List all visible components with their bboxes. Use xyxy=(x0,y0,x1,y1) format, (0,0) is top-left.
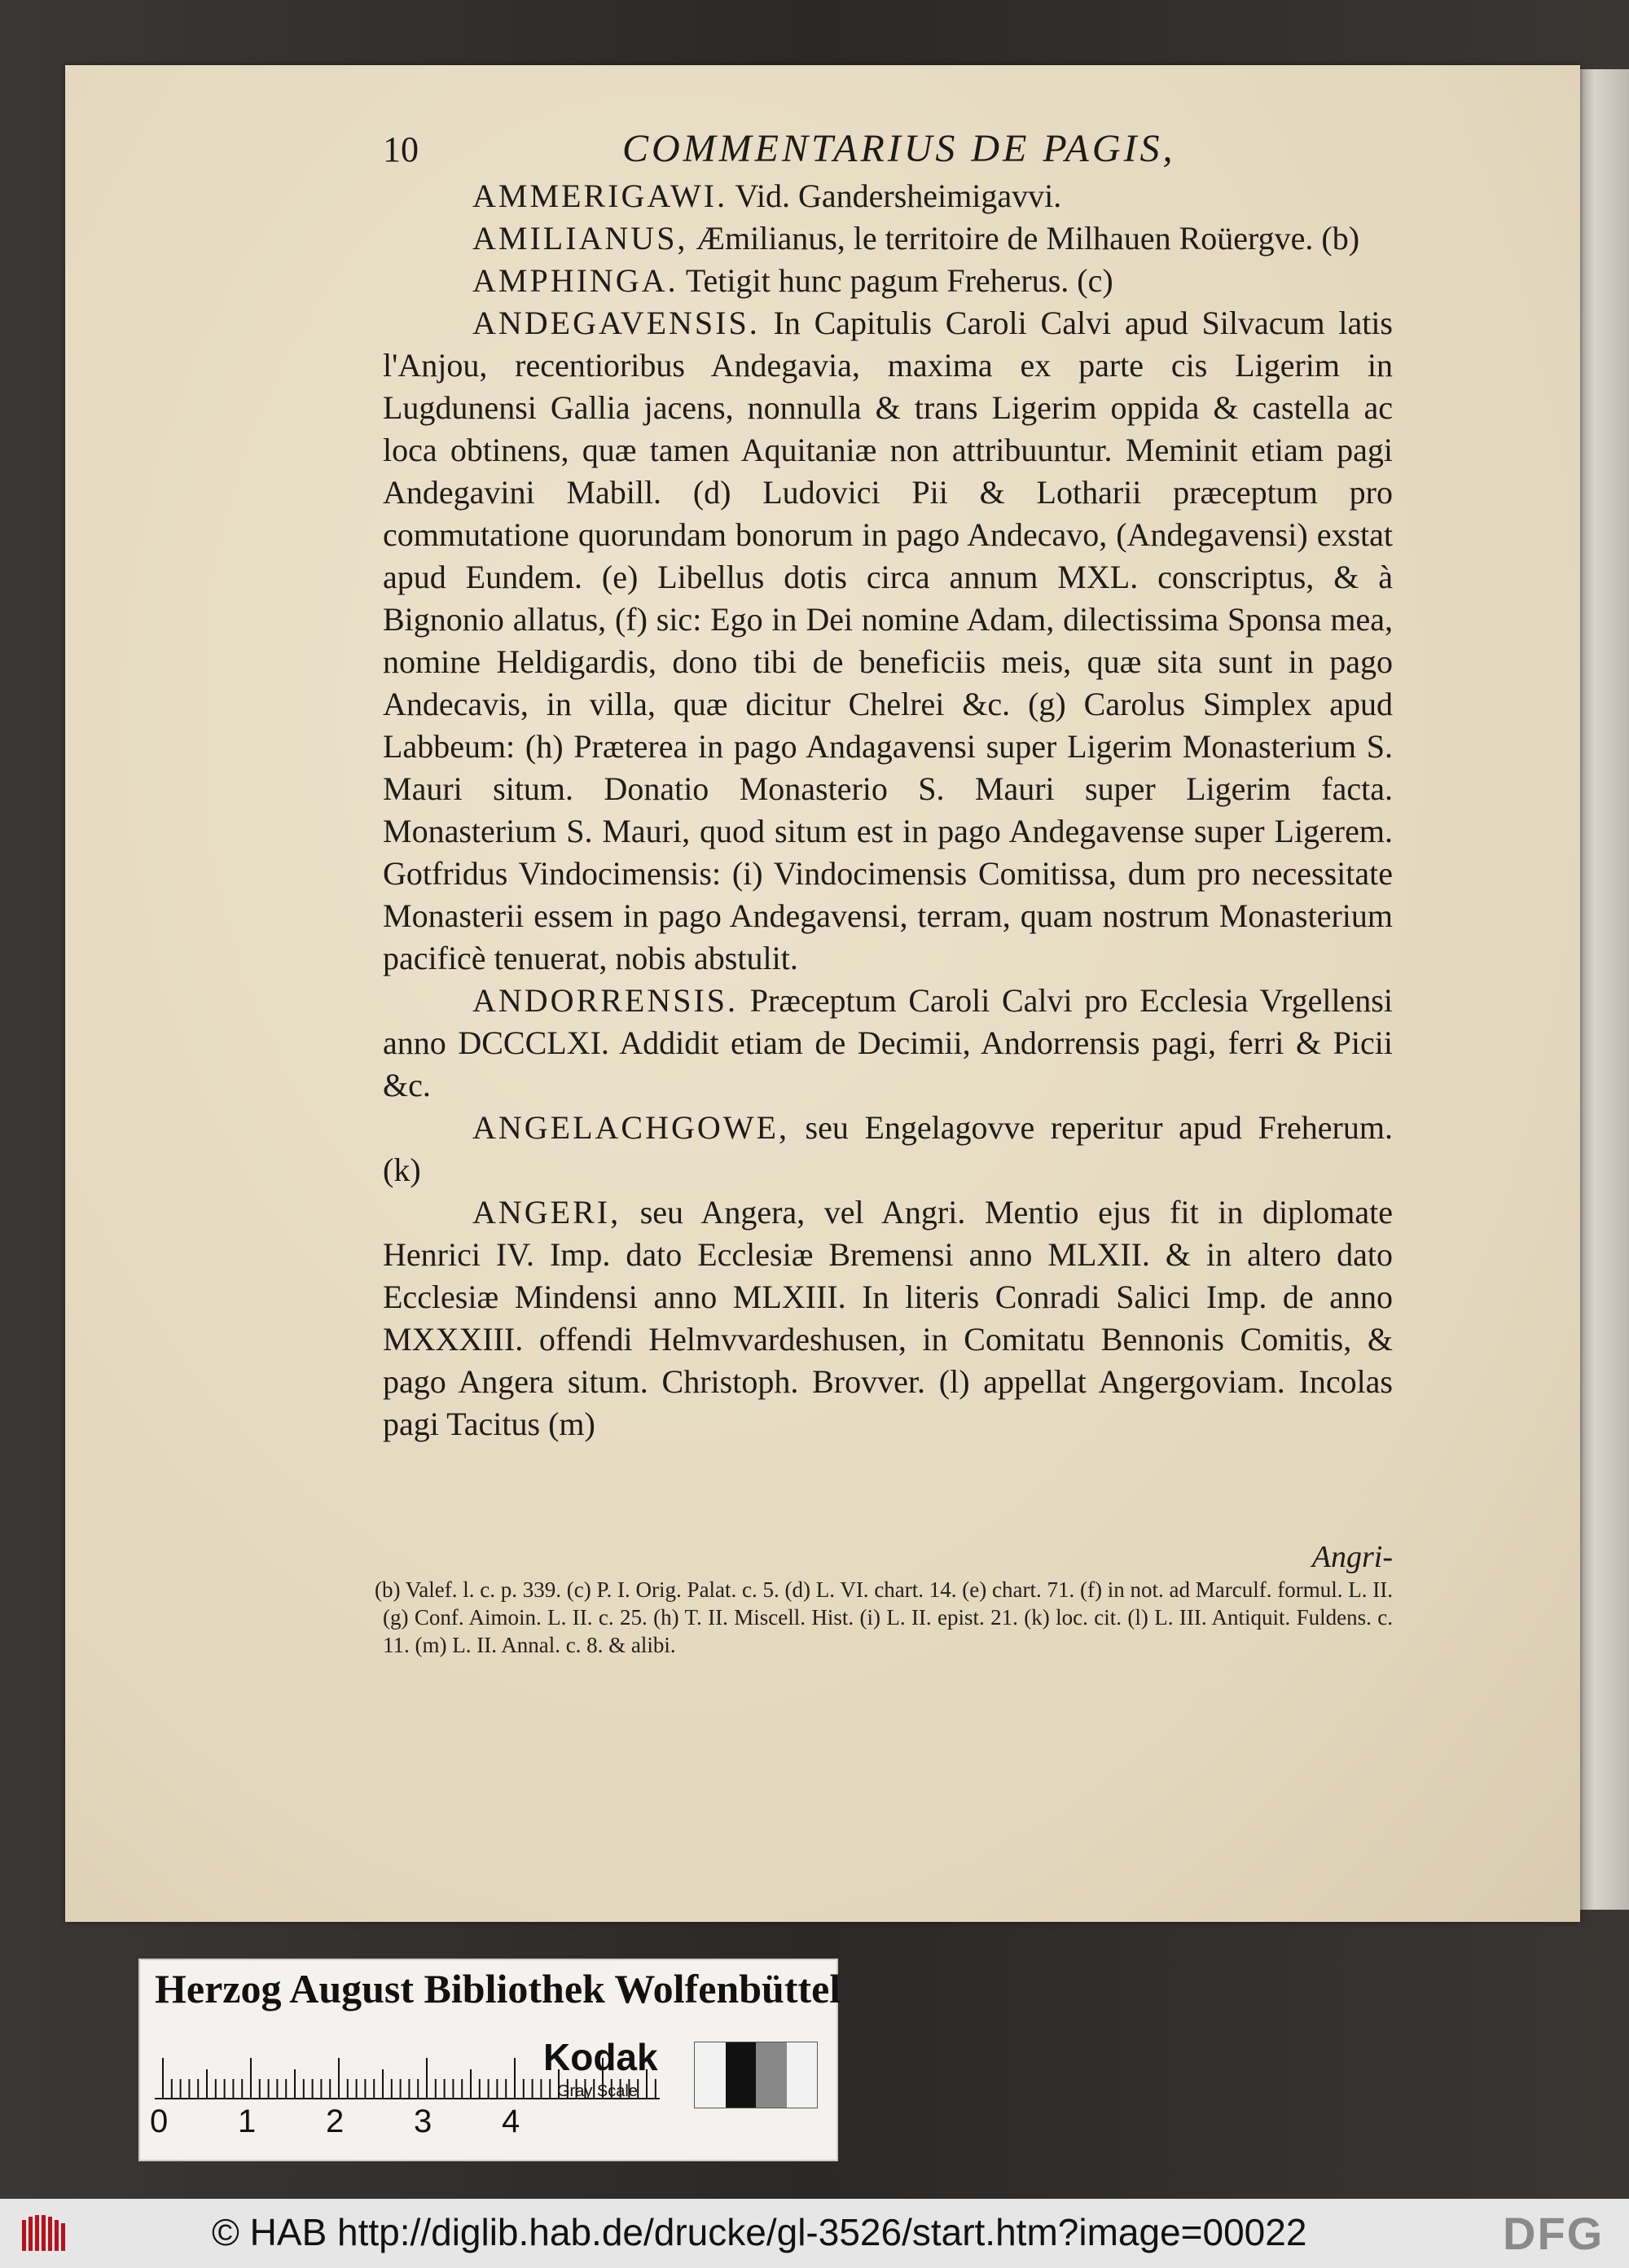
footnotes: (b) Valef. l. c. p. 339. (c) P. I. Orig. Palat. c. 5. (d) L. VI. chart. 14. (e) chart. 71. (f) in not. ad Marculf. formul. L. II. (g) Conf. Aimoin. L. II. c. 25. (h) T. II. Miscell. Hist. (i) L. II. epist. 21. (k) loc. cit. (l) L. III. Antiquit. Fuldens. c. 11. (m) L. II. Annal. c. 8. & alibi. xyxy=(375,1577,1393,1657)
adjacent-page-edge xyxy=(1572,69,1629,1910)
entry-head: AMPHINGA. xyxy=(472,262,678,299)
gray-scale-caption: Gray Scale xyxy=(557,2082,638,2100)
entry-head: AMILIANUS, xyxy=(472,220,688,257)
page-number: 10 xyxy=(383,129,419,169)
entry-text: seu Engelagovve reperitur apud Freherum. (k) xyxy=(383,1109,1393,1188)
entry-paragraph xyxy=(383,175,1393,217)
ruler-digit: 2 xyxy=(326,2103,345,2139)
ruler-digit: 4 xyxy=(502,2103,520,2139)
ruler-digit: 1 xyxy=(238,2103,257,2139)
entry-head: ANGELACHGOWE, xyxy=(472,1109,789,1146)
main-text xyxy=(383,175,1393,1445)
entry-head: AMMERIGAWI. xyxy=(472,178,728,214)
entry-paragraph xyxy=(383,217,1393,260)
entry-text: Æmilianus, le territoire de Milhauen Roüergve. (b) xyxy=(687,220,1360,257)
hab-logo-icon xyxy=(20,2213,69,2254)
entry-paragraph xyxy=(383,260,1393,302)
dfg-logo: DFG xyxy=(1503,2208,1605,2259)
entry-paragraph xyxy=(383,980,1393,1107)
entry-text: In Capitulis Caroli Calvi apud Silvacum latis l'Anjou, recentioribus Andegavia, maxima ex parte cis Ligerim in Lugdunensi Gallia jacens, nonnulla & trans Ligerim oppida & castella ac loca obtinens, quæ tamen Aquitaniæ non attribuuntur. Meminit etiam pagi Andegavini Mabill. (d) Ludovici Pii & Lotharii præceptum pro commutatione quorundam bonorum in pago Andecavo, (Andegavensi) exstat apud Eundem. (e) Libellus dotis circa annum MXL. conscriptus, & à Bignonio allatus, (f) sic: Ego in Dei nomine Adam, dilectissima Sponsa mea, nomine Heldigardis, dono tibi de beneficiis meis, quæ sita sunt in pago Andecavis, in villa, quæ dicitur Chelrei &c. (g) Carolus Simplex apud Labbeum: (h) Præterea in pago Andagavensi super Ligerim Monasterium S. Mauri situm. Donatio Monasterio S. Mauri super Ligerim facta. Monasterium S. Mauri, quod situm est in pago Andegavense super Ligerem. Gotfridus Vindocimensis: (i) Vindocimensis Comitissa, dum pro necessitate Monasterii essem in pago Andegavensi, terram, quam nostrum Monasterium pacificè tenuerat, nobis abstulit. xyxy=(383,305,1393,976)
kodak-logo: Kodak xyxy=(543,2036,658,2078)
entry-paragraph xyxy=(383,1191,1393,1445)
catchword: Angri- xyxy=(1311,1540,1393,1574)
gray-scale-patches xyxy=(694,2042,818,2108)
ruler-digit: 3 xyxy=(414,2103,432,2139)
entry-text: Tetigit hunc pagum Freherus. (c) xyxy=(678,262,1113,299)
ruler-digit: 0 xyxy=(150,2103,169,2139)
entry-text: seu Angera, vel Angri. Mentio ejus fit in diplomate Henrici IV. Imp. dato Ecclesiæ Bremensi anno MLXII. & in altero dato Ecclesiæ Mindensi anno MLXIII. In literis Conradi Salici Imp. de anno MXXXIII. offendi Helmvvardeshusen, in Comitatu Bennonis Comitis, & pago Angera situm. Christoph. Brovver. (l) appellat Angergoviam. Incolas pagi Tacitus (m) xyxy=(383,1194,1393,1442)
entry-paragraph xyxy=(383,302,1393,980)
entry-head: ANGERI, xyxy=(472,1194,621,1231)
library-name: Herzog August Bibliothek Wolfenbüttel xyxy=(155,1966,841,2011)
entry-text: Præceptum Caroli Calvi pro Ecclesia Vrgellensi anno DCCCLXI. Addidit etiam de Decimii, Andorrensis pagi, ferri & Picii &c. xyxy=(383,982,1393,1103)
entry-text: Vid. Gandersheimigavvi. xyxy=(727,178,1062,214)
color-scale-label xyxy=(138,1959,841,2161)
entry-paragraph xyxy=(383,1107,1393,1191)
running-head xyxy=(383,126,1377,175)
entry-head: ANDEGAVENSIS. xyxy=(472,305,760,341)
entry-head: ANDORRENSIS. xyxy=(472,982,739,1019)
source-link[interactable]: © HAB http://diglib.hab.de/drucke/gl-3526/start.htm?image=00022 xyxy=(212,2211,1307,2253)
footer-bar xyxy=(0,2199,1629,2268)
ruler-digits xyxy=(150,2103,655,2144)
running-title: COMMENTARIUS DE PAGIS, xyxy=(622,127,1176,170)
